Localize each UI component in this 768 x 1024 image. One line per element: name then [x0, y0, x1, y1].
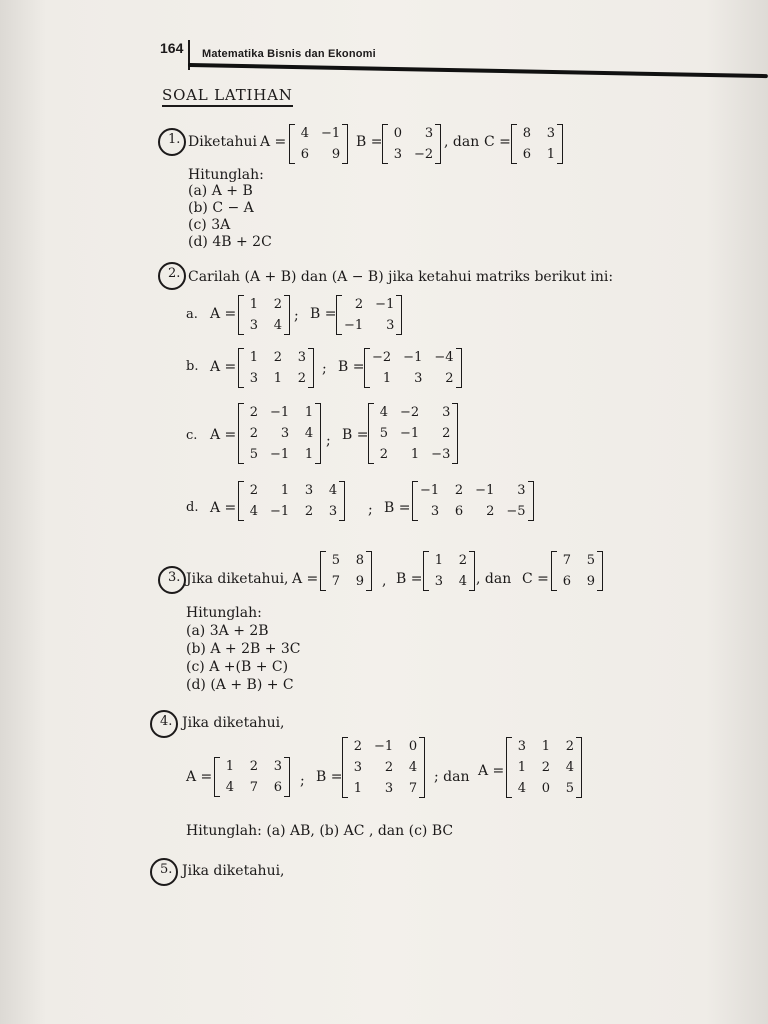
matrix-entry: 8 — [355, 553, 364, 568]
matrix-entry: 2 — [445, 371, 454, 386]
q4-matrix-a — [214, 758, 290, 796]
q4-intro: Jika diketahui, — [182, 715, 285, 731]
matrix-entry: 3 — [304, 483, 314, 498]
matrix-entry: 4 — [517, 781, 526, 796]
matrix-entry: −1 — [270, 504, 290, 519]
q4-number: 4. — [160, 714, 173, 729]
matrix-entry: −2 — [372, 350, 392, 365]
matrix-entry: −1 — [475, 483, 495, 498]
matrix-entry: 3 — [442, 405, 451, 420]
matrix-entry: 7 — [562, 553, 571, 568]
q1-item-c: (c) 3A — [188, 217, 231, 233]
q3-item-a: (a) 3A + 2B — [186, 623, 269, 639]
matrix-entry: 3 — [328, 504, 338, 519]
matrix-entry: 4 — [273, 318, 282, 333]
q2b-matrix-b — [364, 349, 462, 387]
matrix-entry: 5 — [586, 553, 595, 568]
matrix-entry: 0 — [541, 781, 550, 796]
matrix-entry: −1 — [403, 350, 423, 365]
matrix-entry: 2 — [458, 553, 467, 568]
matrix-entry: 2 — [249, 426, 258, 441]
matrix-entry: 6 — [300, 147, 309, 162]
matrix-entry: 3 — [353, 760, 362, 775]
q2d-matrix-a — [238, 482, 345, 520]
matrix-entry: 6 — [273, 780, 282, 795]
q4-dan: ; dan — [434, 769, 470, 785]
matrix-entry: −3 — [431, 447, 451, 462]
matrix-entry: 3 — [386, 318, 395, 333]
matrix-entry: 1 — [304, 447, 314, 462]
matrix-entry: 2 — [454, 483, 464, 498]
q1-matrix-a — [289, 125, 348, 163]
q1-matrix-b — [382, 125, 441, 163]
matrix-entry: 5 — [565, 781, 574, 796]
matrix-entry: 1 — [280, 483, 290, 498]
matrix-entry: 3 — [517, 739, 526, 754]
matrix-entry: 1 — [434, 553, 443, 568]
matrix-entry: 4 — [300, 126, 309, 141]
q2d-semicolon: ; — [368, 502, 373, 518]
q2-part-d-label: d. — [186, 500, 199, 515]
matrix-entry: 4 — [249, 504, 258, 519]
matrix-entry: 3 — [546, 126, 555, 141]
matrix-entry: 5 — [331, 553, 340, 568]
q2-part-b-label: b. — [186, 359, 199, 374]
matrix-entry: 9 — [586, 574, 595, 589]
matrix-entry: 3 — [249, 371, 258, 386]
matrix-entry: 1 — [225, 759, 234, 774]
matrix-entry: 1 — [353, 781, 362, 796]
q4-a-label: A = — [186, 769, 213, 785]
matrix-entry: 2 — [565, 739, 574, 754]
q1-hitunglah: Hitunglah: — [188, 167, 264, 183]
matrix-entry: −2 — [414, 147, 434, 162]
matrix-entry: 2 — [384, 760, 394, 775]
matrix-entry: 2 — [249, 483, 258, 498]
q2a-b-label: B = — [310, 306, 337, 322]
q1-intro: Diketahui — [188, 134, 257, 150]
matrix-entry: −1 — [270, 447, 290, 462]
q2b-b-label: B = — [338, 359, 365, 375]
matrix-entry: −1 — [400, 426, 420, 441]
q4-b-label: B = — [316, 769, 343, 785]
q4-matrix-a2 — [506, 738, 582, 797]
q3-hitunglah: Hitunglah: — [186, 605, 262, 621]
q2c-matrix-a — [238, 404, 321, 463]
matrix-entry: 3 — [430, 504, 440, 519]
matrix-entry: 8 — [522, 126, 531, 141]
matrix-entry: 5 — [379, 426, 388, 441]
matrix-entry: 1 — [541, 739, 550, 754]
q3-matrix-c — [551, 552, 603, 590]
q3-intro: Jika diketahui, — [186, 571, 289, 587]
matrix-entry: −2 — [400, 405, 420, 420]
q2b-matrix-a — [238, 349, 314, 387]
q2b-semicolon: ; — [322, 361, 327, 377]
matrix-entry: 2 — [353, 739, 362, 754]
matrix-entry: −1 — [344, 318, 364, 333]
matrix-entry: 2 — [442, 426, 451, 441]
matrix-entry: 9 — [331, 147, 341, 162]
matrix-entry: 4 — [565, 760, 574, 775]
q3-sep: , — [382, 573, 387, 589]
matrix-entry: 9 — [355, 574, 364, 589]
matrix-entry: 6 — [562, 574, 571, 589]
matrix-entry: 0 — [393, 126, 402, 141]
q4-semicolon: ; — [300, 773, 305, 789]
matrix-entry: −1 — [321, 126, 341, 141]
matrix-entry: 7 — [249, 780, 258, 795]
matrix-entry: −4 — [434, 350, 454, 365]
q3-matrix-b — [423, 552, 475, 590]
q2-number: 2. — [168, 266, 181, 281]
matrix-entry: 3 — [414, 371, 423, 386]
matrix-entry: 3 — [424, 126, 434, 141]
q1-a-label: A = — [260, 134, 287, 150]
matrix-entry: 3 — [434, 574, 443, 589]
matrix-entry: 3 — [297, 350, 306, 365]
section-title: SOAL LATIHAN — [162, 86, 293, 107]
matrix-entry: 2 — [273, 350, 282, 365]
q2c-b-label: B = — [342, 427, 369, 443]
matrix-entry: 1 — [249, 297, 258, 312]
matrix-entry: 2 — [297, 371, 306, 386]
matrix-entry: 4 — [304, 426, 314, 441]
q2a-matrix-a — [238, 296, 290, 334]
header-rule — [188, 63, 768, 78]
q3-matrix-a — [320, 552, 372, 590]
q2d-matrix-b — [412, 482, 534, 520]
matrix-entry: 3 — [384, 781, 394, 796]
q1-matrix-c — [511, 125, 563, 163]
q1-item-d: (d) 4B + 2C — [188, 234, 272, 250]
q4-hitunglah: Hitunglah: (a) AB, (b) AC , dan (c) BC — [186, 823, 454, 839]
matrix-entry: −1 — [420, 483, 440, 498]
matrix-entry: −1 — [374, 739, 394, 754]
q3-a-label: A = — [292, 571, 319, 587]
book-title: Matematika Bisnis dan Ekonomi — [202, 48, 376, 60]
matrix-entry: 2 — [541, 760, 550, 775]
matrix-entry: 1 — [410, 447, 420, 462]
q1-c-label: C = — [484, 134, 511, 150]
q3-item-b: (b) A + 2B + 3C — [186, 641, 301, 657]
matrix-entry: 2 — [249, 405, 258, 420]
q2d-b-label: B = — [384, 500, 411, 516]
matrix-entry: 3 — [280, 426, 290, 441]
q1-item-b: (b) C − A — [188, 200, 254, 216]
page-number: 164 — [160, 40, 184, 56]
matrix-entry: 6 — [522, 147, 531, 162]
q1-dan: , dan — [444, 134, 480, 150]
q2c-semicolon: ; — [326, 433, 331, 449]
q2d-a-label: A = — [210, 500, 237, 516]
matrix-entry: 4 — [328, 483, 338, 498]
q2-intro: Carilah (A + B) dan (A − B) jika ketahui matriks berikut ini: — [188, 269, 614, 285]
matrix-entry: 3 — [273, 759, 282, 774]
q3-item-d: (d) (A + B) + C — [186, 677, 294, 693]
matrix-entry: 2 — [273, 297, 282, 312]
q3-c-label: C = — [522, 571, 549, 587]
matrix-entry: 1 — [273, 371, 282, 386]
matrix-entry: 4 — [225, 780, 234, 795]
q3-b-label: B = — [396, 571, 423, 587]
matrix-entry: 2 — [304, 504, 314, 519]
q3-item-c: (c) A +(B + C) — [186, 659, 289, 675]
matrix-entry: 2 — [354, 297, 364, 312]
matrix-entry: 3 — [249, 318, 258, 333]
q1-b-label: B = — [356, 134, 383, 150]
matrix-entry: −1 — [270, 405, 290, 420]
matrix-entry: 4 — [458, 574, 467, 589]
matrix-entry: 7 — [408, 781, 418, 796]
matrix-entry: 7 — [331, 574, 340, 589]
matrix-entry: −5 — [506, 504, 526, 519]
q4-matrix-b — [342, 738, 425, 797]
q3-number: 3. — [168, 570, 181, 585]
q1-number: 1. — [168, 132, 181, 147]
q4-a2-label: A = — [478, 763, 505, 779]
q2a-a-label: A = — [210, 306, 237, 322]
matrix-entry: 1 — [546, 147, 555, 162]
matrix-entry: 2 — [249, 759, 258, 774]
q2-part-c-label: c. — [186, 428, 198, 443]
matrix-entry: 2 — [379, 447, 388, 462]
q2c-a-label: A = — [210, 427, 237, 443]
matrix-entry: 4 — [379, 405, 388, 420]
q5-number: 5. — [160, 862, 173, 877]
q1-item-a: (a) A + B — [188, 183, 253, 199]
matrix-entry: 2 — [486, 504, 495, 519]
matrix-entry: 3 — [393, 147, 402, 162]
matrix-entry: 4 — [408, 760, 418, 775]
matrix-entry: 3 — [517, 483, 526, 498]
matrix-entry: 0 — [408, 739, 418, 754]
q2c-matrix-b — [368, 404, 458, 463]
q2b-a-label: A = — [210, 359, 237, 375]
q2a-semicolon: ; — [294, 308, 299, 324]
matrix-entry: 1 — [304, 405, 314, 420]
matrix-entry: 1 — [249, 350, 258, 365]
q3-dan: , dan — [476, 571, 512, 587]
q2-part-a-label: a. — [186, 307, 198, 322]
matrix-entry: 1 — [517, 760, 526, 775]
matrix-entry: 1 — [382, 371, 392, 386]
matrix-entry: 6 — [454, 504, 464, 519]
q2a-matrix-b — [336, 296, 402, 334]
q5-intro: Jika diketahui, — [182, 863, 285, 879]
matrix-entry: 5 — [249, 447, 258, 462]
matrix-entry: −1 — [375, 297, 395, 312]
